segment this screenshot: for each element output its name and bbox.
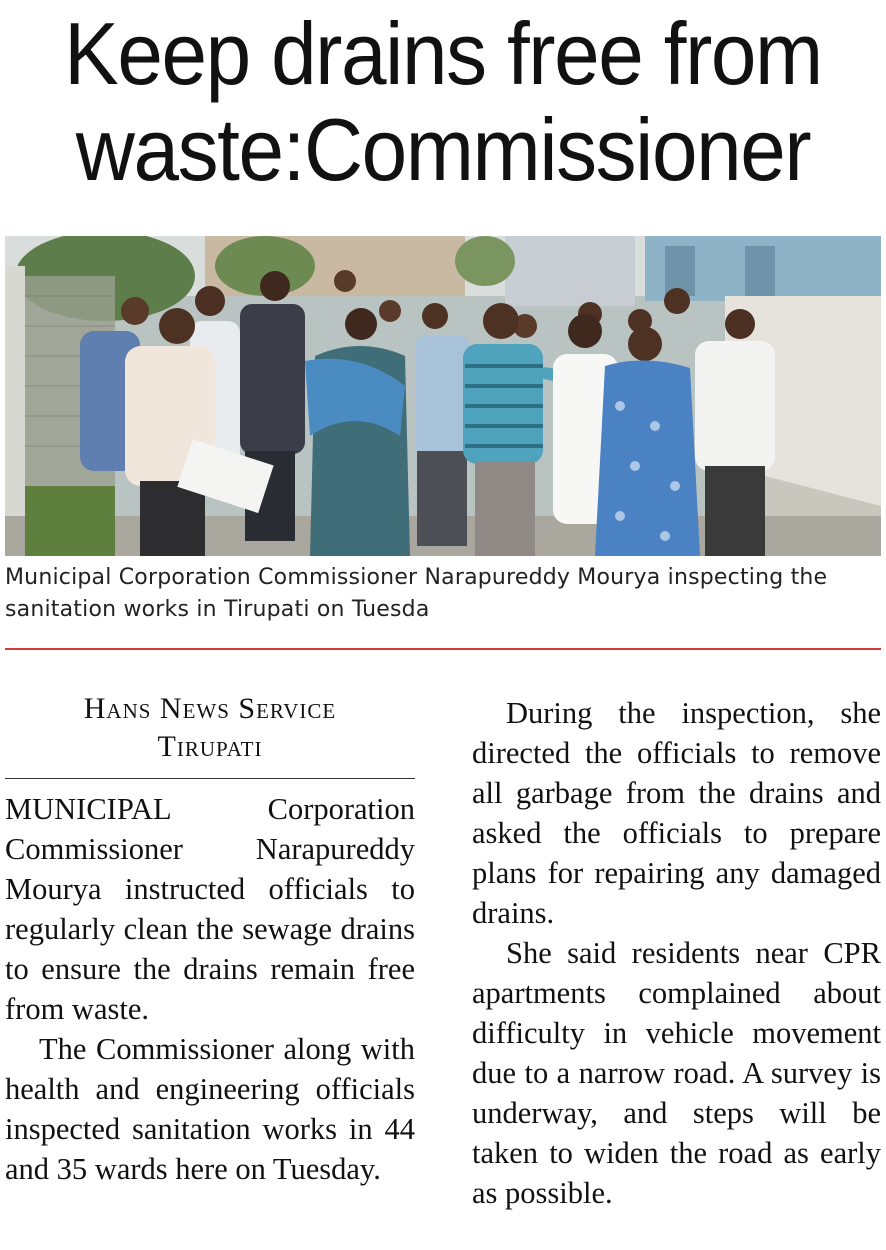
news-photo [5, 236, 881, 556]
article-paragraph-4: She said residents near CPR apartments complained about difficulty in vehicle movement due to a narrow road. A survey is underway, and steps will be taken to widen the road as early as possible. [472, 936, 881, 1210]
caption-divider [5, 648, 881, 650]
article-column-left [5, 690, 415, 1189]
byline-location: Tirupati [157, 730, 263, 763]
byline [5, 690, 415, 779]
headline [31, 6, 855, 236]
photo-caption: Municipal Corporation Commissioner Narapureddy Mourya inspecting the sanitation works in Tirupati on Tuesda [5, 565, 828, 622]
article-paragraph-3: During the inspection, she directed the officials to remove all garbage from the drains and asked the officials to prepare plans for repairing any damaged drains. [472, 696, 881, 930]
article-paragraph-1: MUNICIPAL Corporation Commissioner Narapureddy Mourya instructed officials to regularly clean the sewage drains to ensure the drains remain free from waste. [5, 792, 415, 1026]
headline-line-1: Keep drains free from [64, 4, 822, 103]
headline-line-2: waste:Commissioner [75, 100, 811, 199]
group-photo-icon [5, 236, 881, 556]
article-column-right [472, 693, 881, 1213]
article-paragraph-2: The Commissioner along with health and engineering officials inspected sanitation works in 44 and 35 wards here on Tuesday. [5, 1032, 415, 1186]
byline-agency: Hans News Service [83, 692, 337, 725]
